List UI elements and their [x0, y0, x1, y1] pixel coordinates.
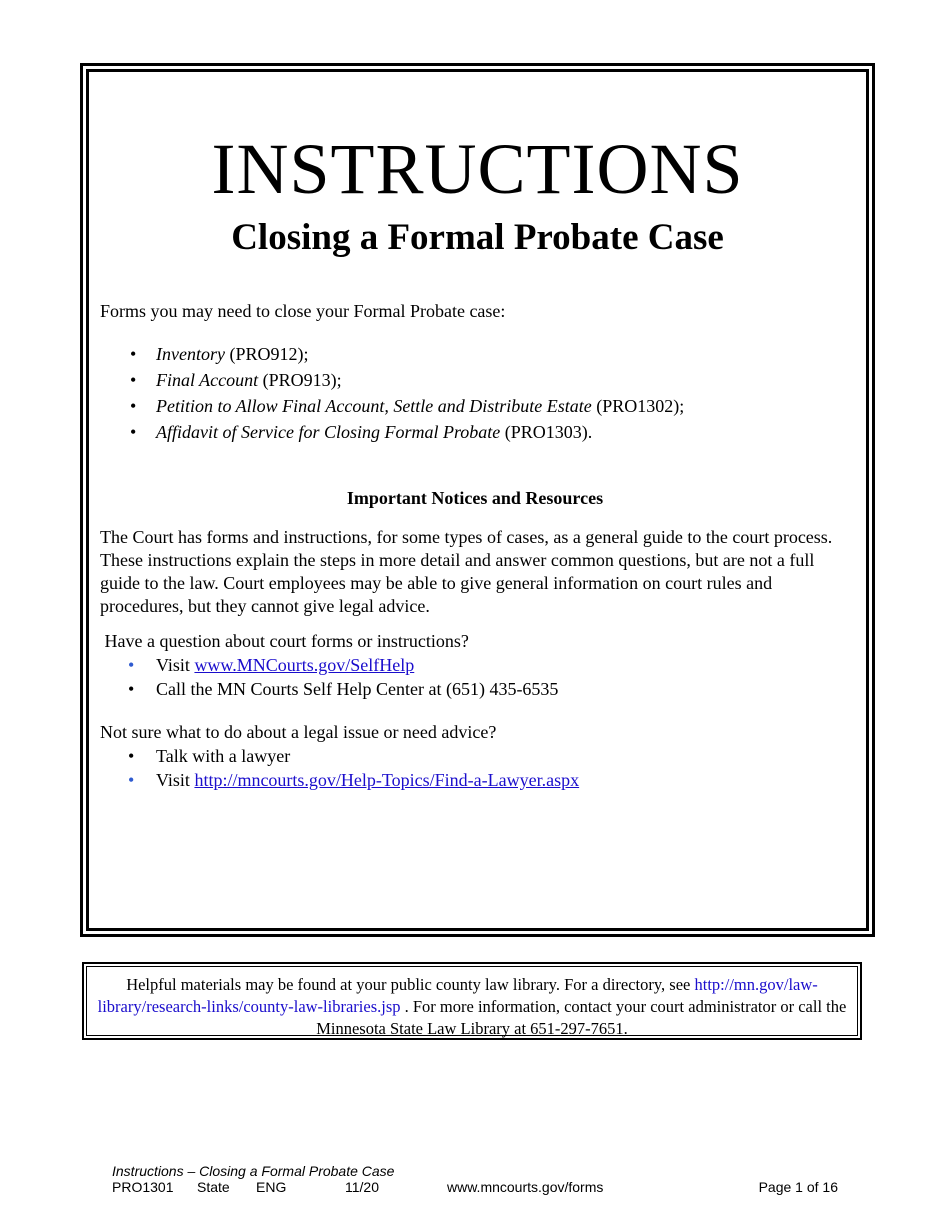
footer-row	[112, 1179, 842, 1197]
talk-lawyer-text: Talk with a lawyer	[156, 746, 291, 766]
selfhelp-link[interactable]: www.MNCourts.gov/SelfHelp	[194, 655, 415, 675]
call-selfhelp-text: Call the MN Courts Self Help Center at (651) 435-6535	[156, 679, 559, 699]
lawyer-list	[100, 744, 850, 792]
bullet-icon: •	[130, 344, 137, 364]
footer-doc-title: Instructions – Closing a Formal Probate Case	[112, 1163, 395, 1179]
find-lawyer-link[interactable]: http://mncourts.gov/Help-Topics/Find-a-Lawyer.aspx	[194, 770, 580, 790]
list-item	[100, 677, 850, 701]
page-footer	[112, 1163, 842, 1197]
visit-label: Visit	[156, 770, 195, 790]
bullet-icon: •	[130, 422, 137, 442]
bullet-icon: •	[130, 370, 137, 390]
instructions-frame	[80, 63, 875, 937]
library-directory-link[interactable]: http://mn.gov/law-library/research-links/county-law-libraries.jsp	[97, 975, 818, 1016]
bullet-icon: •	[128, 655, 135, 675]
form-code: (PRO1303).	[500, 422, 593, 442]
bullet-icon: •	[130, 396, 137, 416]
list-item	[100, 744, 850, 768]
form-name: Final Account	[156, 370, 259, 390]
notices-heading: Important Notices and Resources	[346, 488, 604, 508]
notices-body: The Court has forms and instructions, for some types of cases, as a general guide to the court process. These instructions explain the steps in more detail and answer common questions, but are not a full guide to the law. Court employees may be able to give general information on court rules and procedures, but they cannot give legal advice.	[100, 527, 833, 616]
question-advice: Not sure what to do about a legal issue or need advice?	[100, 722, 497, 742]
library-notice	[86, 966, 858, 1036]
list-item	[100, 419, 850, 445]
form-name: Affidavit of Service for Closing Formal Probate	[156, 422, 501, 442]
form-code: (PRO913);	[258, 370, 342, 390]
footer-language: ENG	[256, 1179, 287, 1195]
list-item	[100, 341, 850, 367]
footer-form-code: PRO1301	[112, 1179, 174, 1195]
question-forms-text: Have a question about court forms or instructions?	[104, 631, 469, 651]
library-text-start: Helpful materials may be found at your public county law library. For a directory, see	[126, 975, 695, 994]
form-code: (PRO912);	[224, 344, 309, 364]
footer-website: www.mncourts.gov/forms	[447, 1179, 604, 1195]
page-subtitle: Closing a Formal Probate Case	[231, 217, 724, 258]
list-item	[100, 367, 850, 393]
library-notice-box	[82, 962, 862, 1040]
footer-date: 11/20	[345, 1179, 379, 1195]
forms-list	[100, 341, 850, 445]
instructions-inner-frame	[86, 69, 869, 931]
bullet-icon: •	[128, 746, 135, 766]
visit-label: Visit	[156, 655, 195, 675]
instructions-content	[100, 300, 850, 792]
forms-intro: Forms you may need to close your Formal Probate case:	[100, 301, 506, 321]
footer-jurisdiction: State	[197, 1179, 230, 1195]
form-name: Inventory	[156, 344, 225, 364]
page-title: INSTRUCTIONS	[211, 129, 744, 209]
list-item	[100, 653, 850, 677]
form-name: Petition to Allow Final Account, Settle and Distribute Estate	[156, 396, 592, 416]
bullet-icon: •	[128, 679, 135, 699]
question-forms	[100, 630, 850, 653]
library-text-end: . For more information, contact your court administrator or call the Minnesota State Law Library at 651-297-7651.	[316, 997, 847, 1038]
footer-page-number: Page 1 of 16	[758, 1179, 838, 1195]
selfhelp-list	[100, 653, 850, 701]
list-item	[100, 768, 850, 792]
list-item	[100, 393, 850, 419]
bullet-icon: •	[128, 770, 135, 790]
form-code: (PRO1302);	[591, 396, 685, 416]
